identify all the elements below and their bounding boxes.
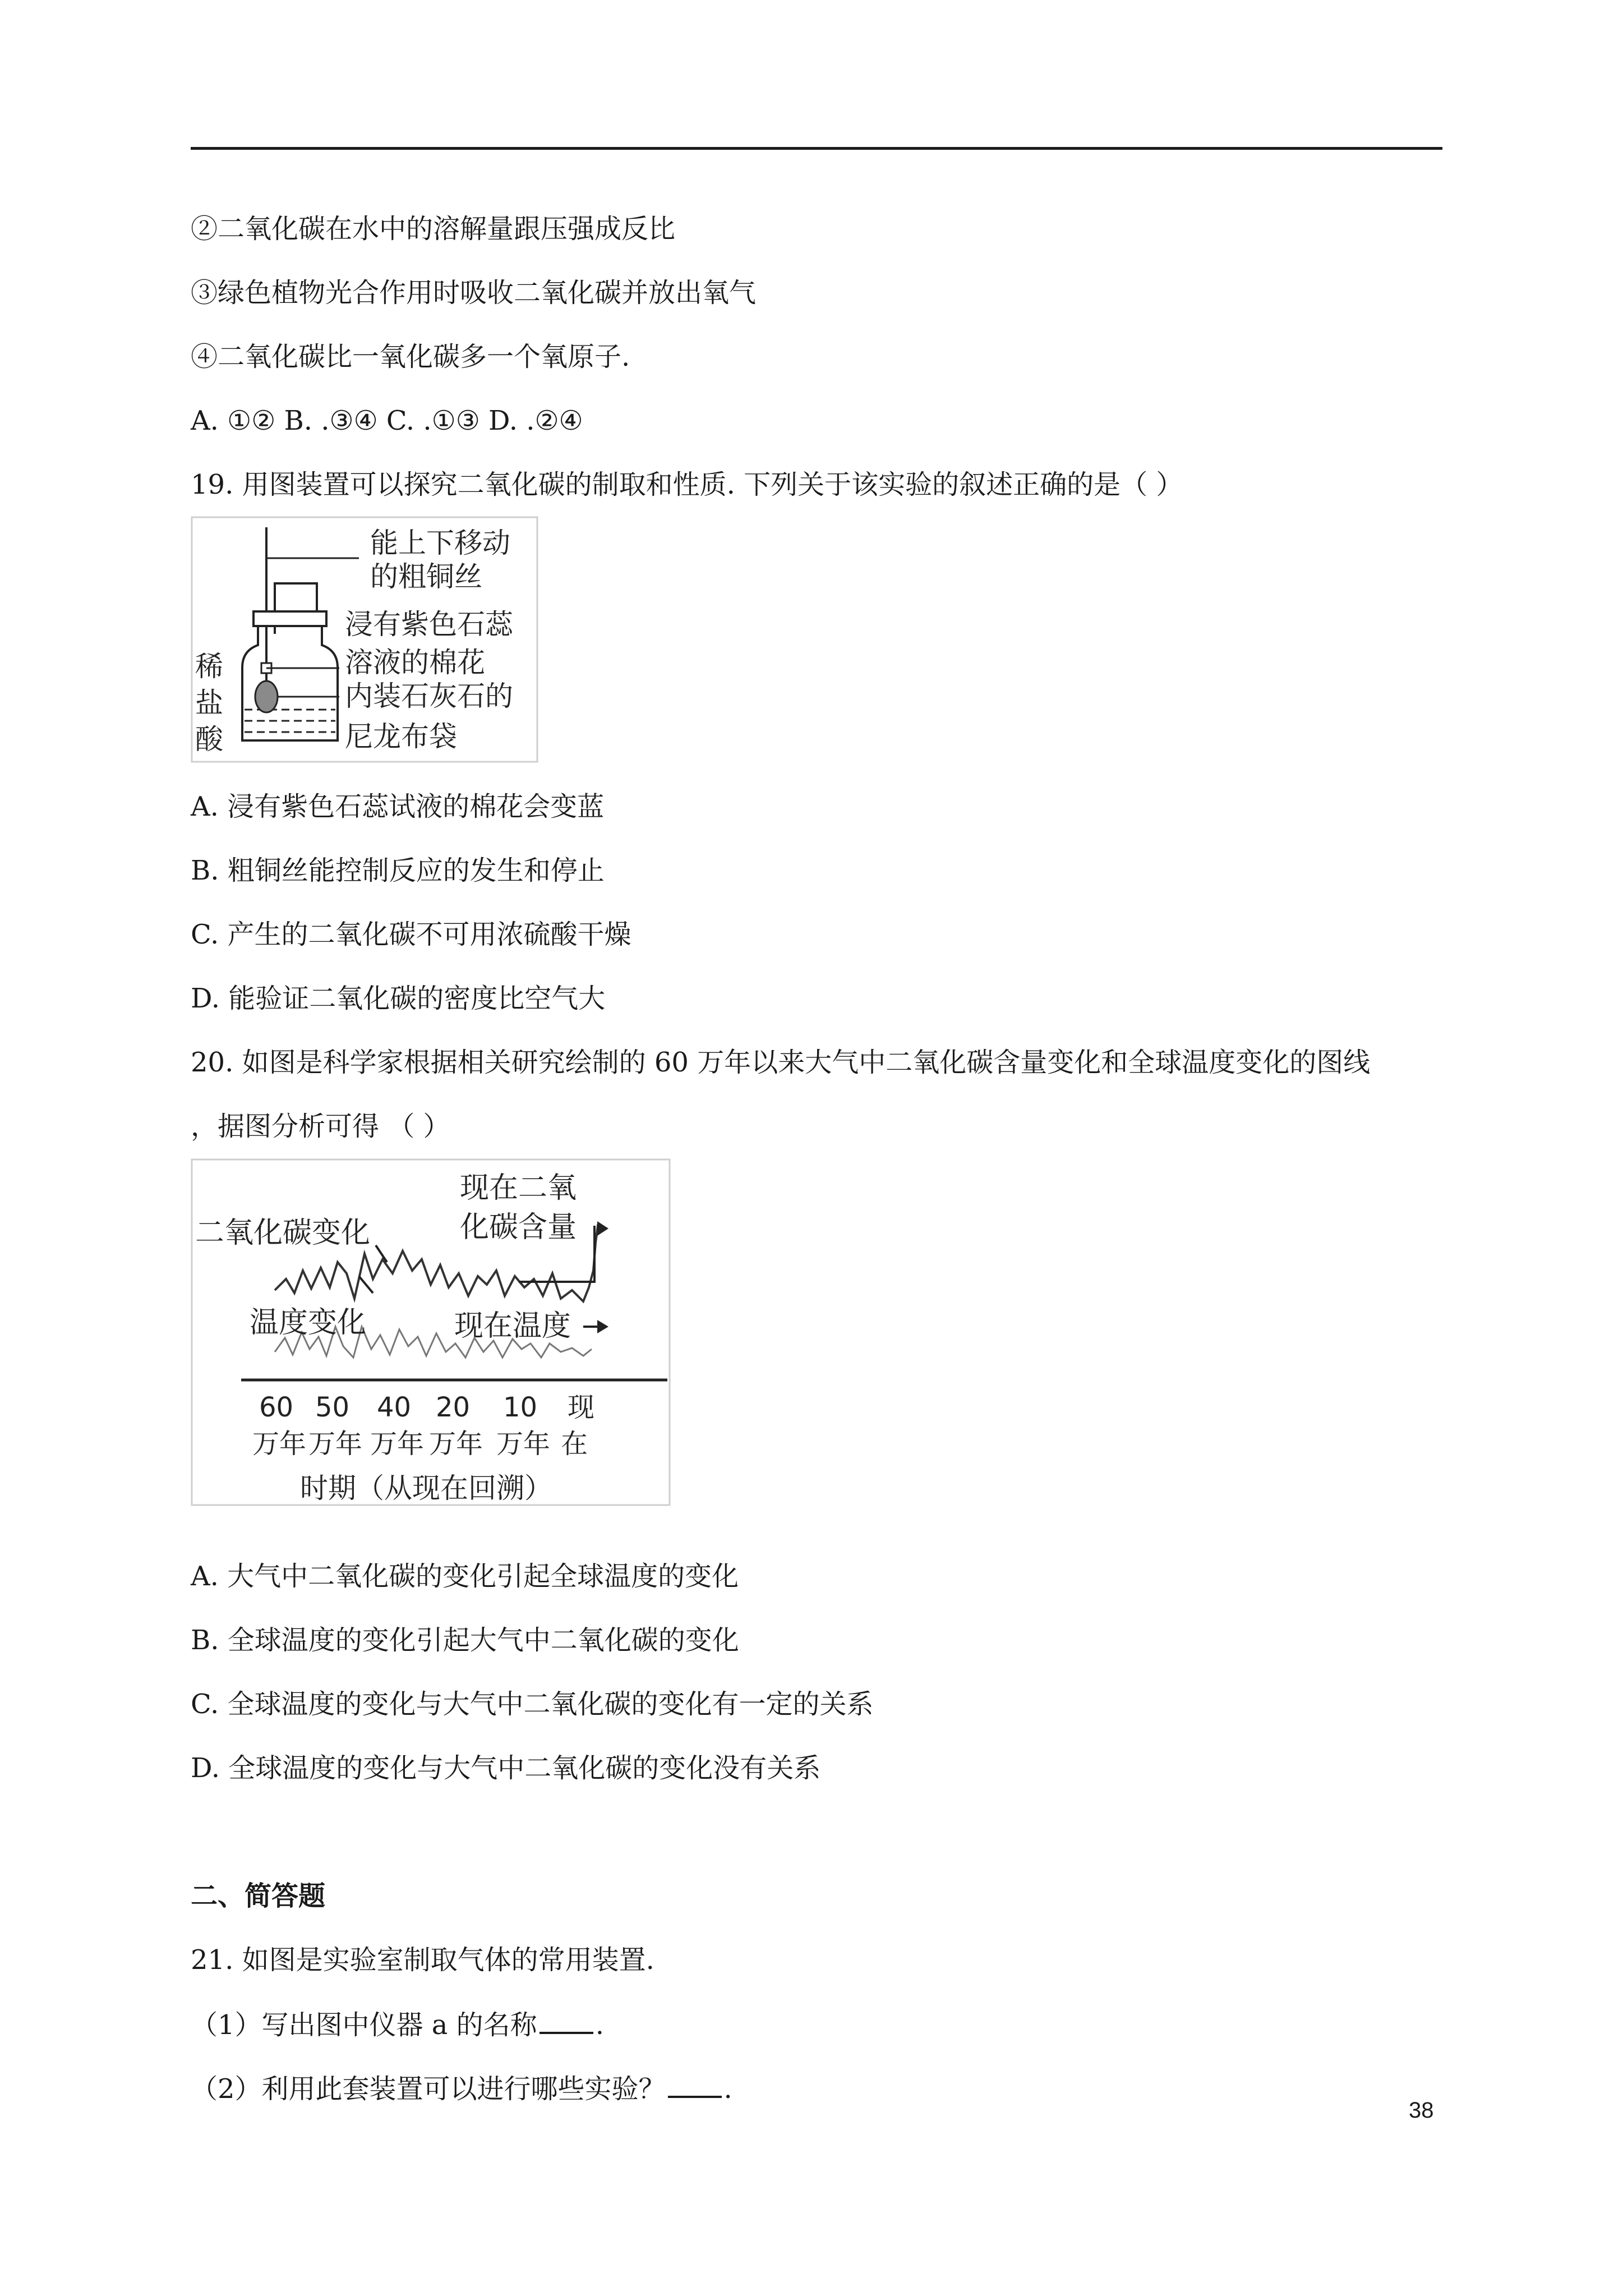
x-tick-unit: 万年 <box>370 1428 425 1460</box>
q21-sub2-end: . <box>723 2073 732 2105</box>
q20-option-a: A. 大气中二氧化碳的变化引起全球温度的变化 <box>191 1561 739 1592</box>
page-number: 38 <box>1409 2098 1434 2123</box>
x-tick-number: 现 <box>568 1392 595 1423</box>
x-tick-number: 10 <box>503 1392 538 1423</box>
q19-option-a: A. 浸有紫色石蕊试液的棉花会变蓝 <box>191 791 605 822</box>
q18-statement-4: ④二氧化碳比一氧化碳多一个氧原子. <box>191 341 630 372</box>
label-acid-1: 稀 <box>195 650 223 683</box>
answer-blank-1[interactable] <box>540 2007 593 2034</box>
q20-stem-line2: ，据图分析可得 （ ） <box>191 1111 450 1142</box>
q21-sub1-text: （1）写出图中仪器 a 的名称 <box>191 2009 537 2041</box>
label-now-co2-1: 现在二氧 <box>460 1171 577 1205</box>
q19-apparatus-figure <box>191 516 538 763</box>
label-cotton-1: 浸有紫色石蕊 <box>345 608 513 641</box>
x-tick-number: 50 <box>315 1392 350 1423</box>
label-bag-2: 尼龙布袋 <box>345 720 457 753</box>
q18-statement-3: ③绿色植物光合作用时吸收二氧化碳并放出氧气 <box>191 277 757 309</box>
label-co2-change: 二氧化碳变化 <box>195 1216 371 1250</box>
label-copper-2: 的粗铜丝 <box>370 560 482 593</box>
label-now-temp: 现在温度 <box>454 1309 571 1343</box>
q18-options: A. ①② B. .③④ C. .①③ D. .②④ <box>191 405 583 436</box>
answer-blank-2[interactable] <box>668 2071 722 2098</box>
q18-statement-2: ②二氧化碳在水中的溶解量跟压强成反比 <box>191 213 676 245</box>
x-tick-unit: 万年 <box>429 1428 483 1460</box>
q21-sub2 <box>191 2071 732 2106</box>
q21-sub2-text: （2）利用此套装置可以进行哪些实验？ <box>191 2073 666 2105</box>
x-tick-unit: 万年 <box>496 1428 551 1460</box>
label-acid-3: 酸 <box>195 723 223 756</box>
label-bag-1: 内装石灰石的 <box>345 680 513 712</box>
x-tick-number: 20 <box>436 1392 471 1423</box>
label-cotton-2: 溶液的棉花 <box>345 646 485 679</box>
q19-option-b: B. 粗铜丝能控制反应的发生和停止 <box>191 855 605 886</box>
q20-option-b: B. 全球温度的变化引起大气中二氧化碳的变化 <box>191 1625 739 1656</box>
x-tick-number: 40 <box>377 1392 412 1423</box>
label-now-co2-2: 化碳含量 <box>460 1211 577 1244</box>
q20-option-d: D. 全球温度的变化与大气中二氧化碳的变化没有关系 <box>191 1752 821 1784</box>
label-copper-1: 能上下移动 <box>370 527 510 559</box>
x-tick-unit: 万年 <box>252 1428 307 1460</box>
x-axis-label: 时期（从现在回溯） <box>300 1472 552 1504</box>
q19-option-d: D. 能验证二氧化碳的密度比空气大 <box>191 983 606 1014</box>
q21-stem: 21. 如图是实验室制取气体的常用装置. <box>191 1944 654 1976</box>
q20-option-c: C. 全球温度的变化与大气中二氧化碳的变化有一定的关系 <box>191 1688 874 1720</box>
label-acid-2: 盐 <box>195 687 223 719</box>
header-rule <box>191 147 1442 150</box>
q19-option-c: C. 产生的二氧化碳不可用浓硫酸干燥 <box>191 919 631 950</box>
section-heading: 二、简答题 <box>191 1880 326 1912</box>
q20-stem-line1: 20. 如图是科学家根据相关研究绘制的 60 万年以来大气中二氧化碳含量变化和全球温度变化的图线 <box>191 1047 1371 1078</box>
q21-sub1 <box>191 2007 604 2042</box>
x-tick-unit: 在 <box>561 1428 588 1460</box>
q21-sub1-end: . <box>595 2009 604 2041</box>
x-tick-number: 60 <box>259 1392 294 1423</box>
q20-co2-temperature-figure <box>191 1158 671 1506</box>
q19-stem: 19. 用图装置可以探究二氧化碳的制取和性质. 下列关于该实验的叙述正确的是（ ） <box>191 469 1183 500</box>
x-tick-unit: 万年 <box>308 1428 363 1460</box>
label-temp-change: 温度变化 <box>250 1306 367 1340</box>
